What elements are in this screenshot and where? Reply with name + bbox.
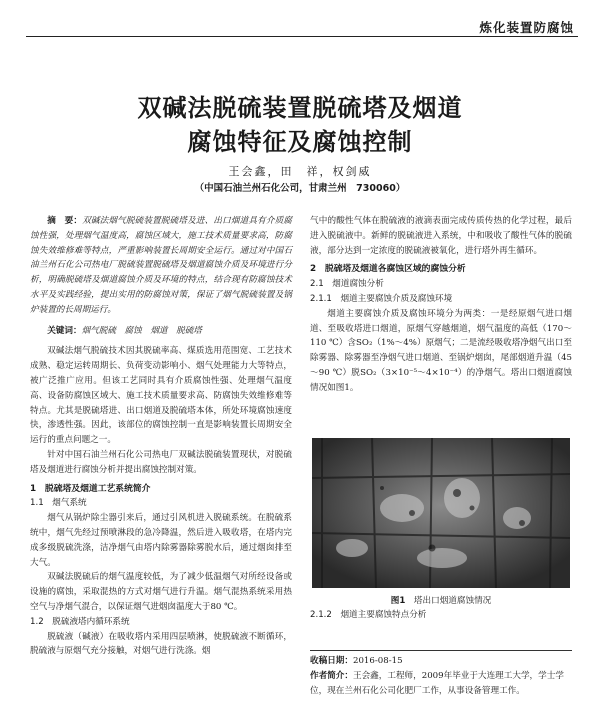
section-1-1-heading: 1.1 烟气系统 xyxy=(30,498,87,509)
authors: 王会鑫，田 祥，权剑威 xyxy=(228,165,372,178)
figure-1-caption xyxy=(312,594,570,606)
received-date xyxy=(310,654,572,669)
intro-paragraph-1: 双碱法烟气脱硫技术因其脱硫率高、煤质选用范围宽、工艺技术成熟、稳定运转周期长、负荷变动影响小、烟气处理能力大等特点，被广泛推广应用。但该工艺同时具有介质腐蚀性强、处理烟气温度高、设备防腐蚀区域大、施工技术质量要求高、防腐蚀失效维修难等特点。尤其是脱硫塔进、出口烟道及脱硫塔本体，所处环境腐蚀速度快，渗透性强。因此，该部位的腐蚀控制一直是影响装置长周期安全运行的重点问题之一。 xyxy=(30,346,292,446)
right-column-top xyxy=(310,214,572,396)
section-2-heading: 2 脱硫塔及烟道各腐蚀区域的腐蚀分析 xyxy=(310,264,466,275)
abstract-label: 摘 要： xyxy=(47,216,83,226)
running-header xyxy=(26,20,578,37)
running-head-text: 炼化装置防腐蚀 xyxy=(479,20,574,35)
article-meta xyxy=(310,654,572,699)
section-1-1-paragraph-2: 双碱法脱硫后的烟气温度较低，为了减少低温烟气对所经设备或设施的腐蚀，采取混热的方式对烟气进行升温。烟气混热系统采用热空气与净烟气混合，以保证烟气进烟囱温度大于80 ℃。 xyxy=(30,572,292,612)
figure-1-photo xyxy=(312,438,570,588)
right-column-bottom xyxy=(310,608,572,623)
section-1-1-paragraph-1: 烟气从锅炉除尘器引来后，通过引风机进入脱硫系统。在脱硫系统中，烟气先经过预喷淋段的急冷降温，然后进入吸收塔，在塔内完成多级脱硫洗涤，洁净烟气由塔内除雾器除雾脱水后，通过烟囱排至大气。 xyxy=(30,513,292,568)
author-bio-label: 作者简介： xyxy=(310,671,353,681)
intro-paragraph-2: 针对中国石油兰州石化公司热电厂双碱法脱硫装置现状，对脱硫塔及烟道进行腐蚀分析并提出腐蚀控制对策。 xyxy=(30,449,292,475)
section-1-2-paragraph-1: 脱硫液（碱液）在吸收塔内采用四层喷淋，使脱硫液不断循环，脱硫液与原烟气充分接触，对烟气进行洗涤。烟 xyxy=(30,631,292,657)
section-2-1-1-heading: 2.1.1 烟道主要腐蚀介质及腐蚀环境 xyxy=(310,293,453,304)
figure-1-caption-text: 塔出口烟道腐蚀情况 xyxy=(413,596,492,606)
abstract xyxy=(30,214,292,318)
received-label: 收稿日期： xyxy=(310,656,353,666)
keywords-text: 烟气脱硫 腐蚀 烟道 脱硫塔 xyxy=(81,325,202,336)
keywords-label: 关键词： xyxy=(47,325,82,336)
section-2-1-2-heading: 2.1.2 烟道主要腐蚀特点分析 xyxy=(310,610,427,620)
author-bio xyxy=(310,669,572,699)
section-1-heading: 1 脱硫塔及烟道工艺系统简介 xyxy=(30,483,151,494)
footnote-rule xyxy=(310,650,572,651)
affiliation: （中国石油兰州石化公司，甘肃兰州 730060） xyxy=(194,183,406,194)
abstract-text: 双碱法烟气脱硫装置脱硫塔及进、出口烟道具有介质腐蚀性强，处理烟气温度高，腐蚀区域大，施工技术质量要求高，防腐蚀失效维修难等特点，严重影响装置长周期安全运行。通过对中国石油兰州石化公司热电厂脱硫装置脱硫塔及烟道腐蚀介质及环境进行分析，明确脱硫塔及烟道腐蚀介质及环境的特点，结合现有防腐蚀技术水平及实践经验，提出实用的防腐蚀对策，保证了烟气脱硫装置及锅炉装置的长周期运行。 xyxy=(30,216,292,315)
figure-1-label: 图1 xyxy=(390,596,406,606)
section-2-1-1-paragraph: 烟道主要腐蚀介质及腐蚀环境分为两类：一是经原烟气进口烟道、至吸收塔进口烟道，原烟气穿越烟道，烟气温度的高低（170～110 ℃）含SO₂（1%～4%）原烟气；二是流经吸收塔净烟气出口至除雾器、除雾器至净烟气进口烟道、至锅炉烟囱，尾部烟道升温（45～90 ℃）脱SO₂（3×10⁻⁵～4×10⁻⁴）的净烟气。塔出口烟道腐蚀情况如图1。 xyxy=(310,308,572,393)
author-bio-text: 王会鑫，工程师，2009年毕业于大连理工大学，学士学位，现在兰州石化公司化肥厂工作，从事设备管理工作。 xyxy=(310,671,564,696)
right-intro-paragraph: 气中的酸性气体在脱硫液的液滴表面完成传质传热的化学过程，最后进入脱硫液中。新鲜的脱硫液进入系统，中和吸收了酸性气体的脱硫液，部分达到一定浓度的脱硫液被氧化，进行塔外再生循环。 xyxy=(310,216,572,256)
keywords xyxy=(30,324,292,339)
article-title-line2: 腐蚀特征及腐蚀控制 xyxy=(187,128,413,156)
received-value: 2016-08-15 xyxy=(352,656,403,666)
corroded-duct-illustration xyxy=(312,438,570,588)
article-title-line1: 双碱法脱硫装置脱硫塔及烟道 xyxy=(137,94,463,122)
section-1-2-heading: 1.2 脱硫液塔内循环系统 xyxy=(30,616,130,627)
section-2-1-heading: 2.1 烟道腐蚀分析 xyxy=(310,279,384,290)
left-column xyxy=(30,214,292,659)
